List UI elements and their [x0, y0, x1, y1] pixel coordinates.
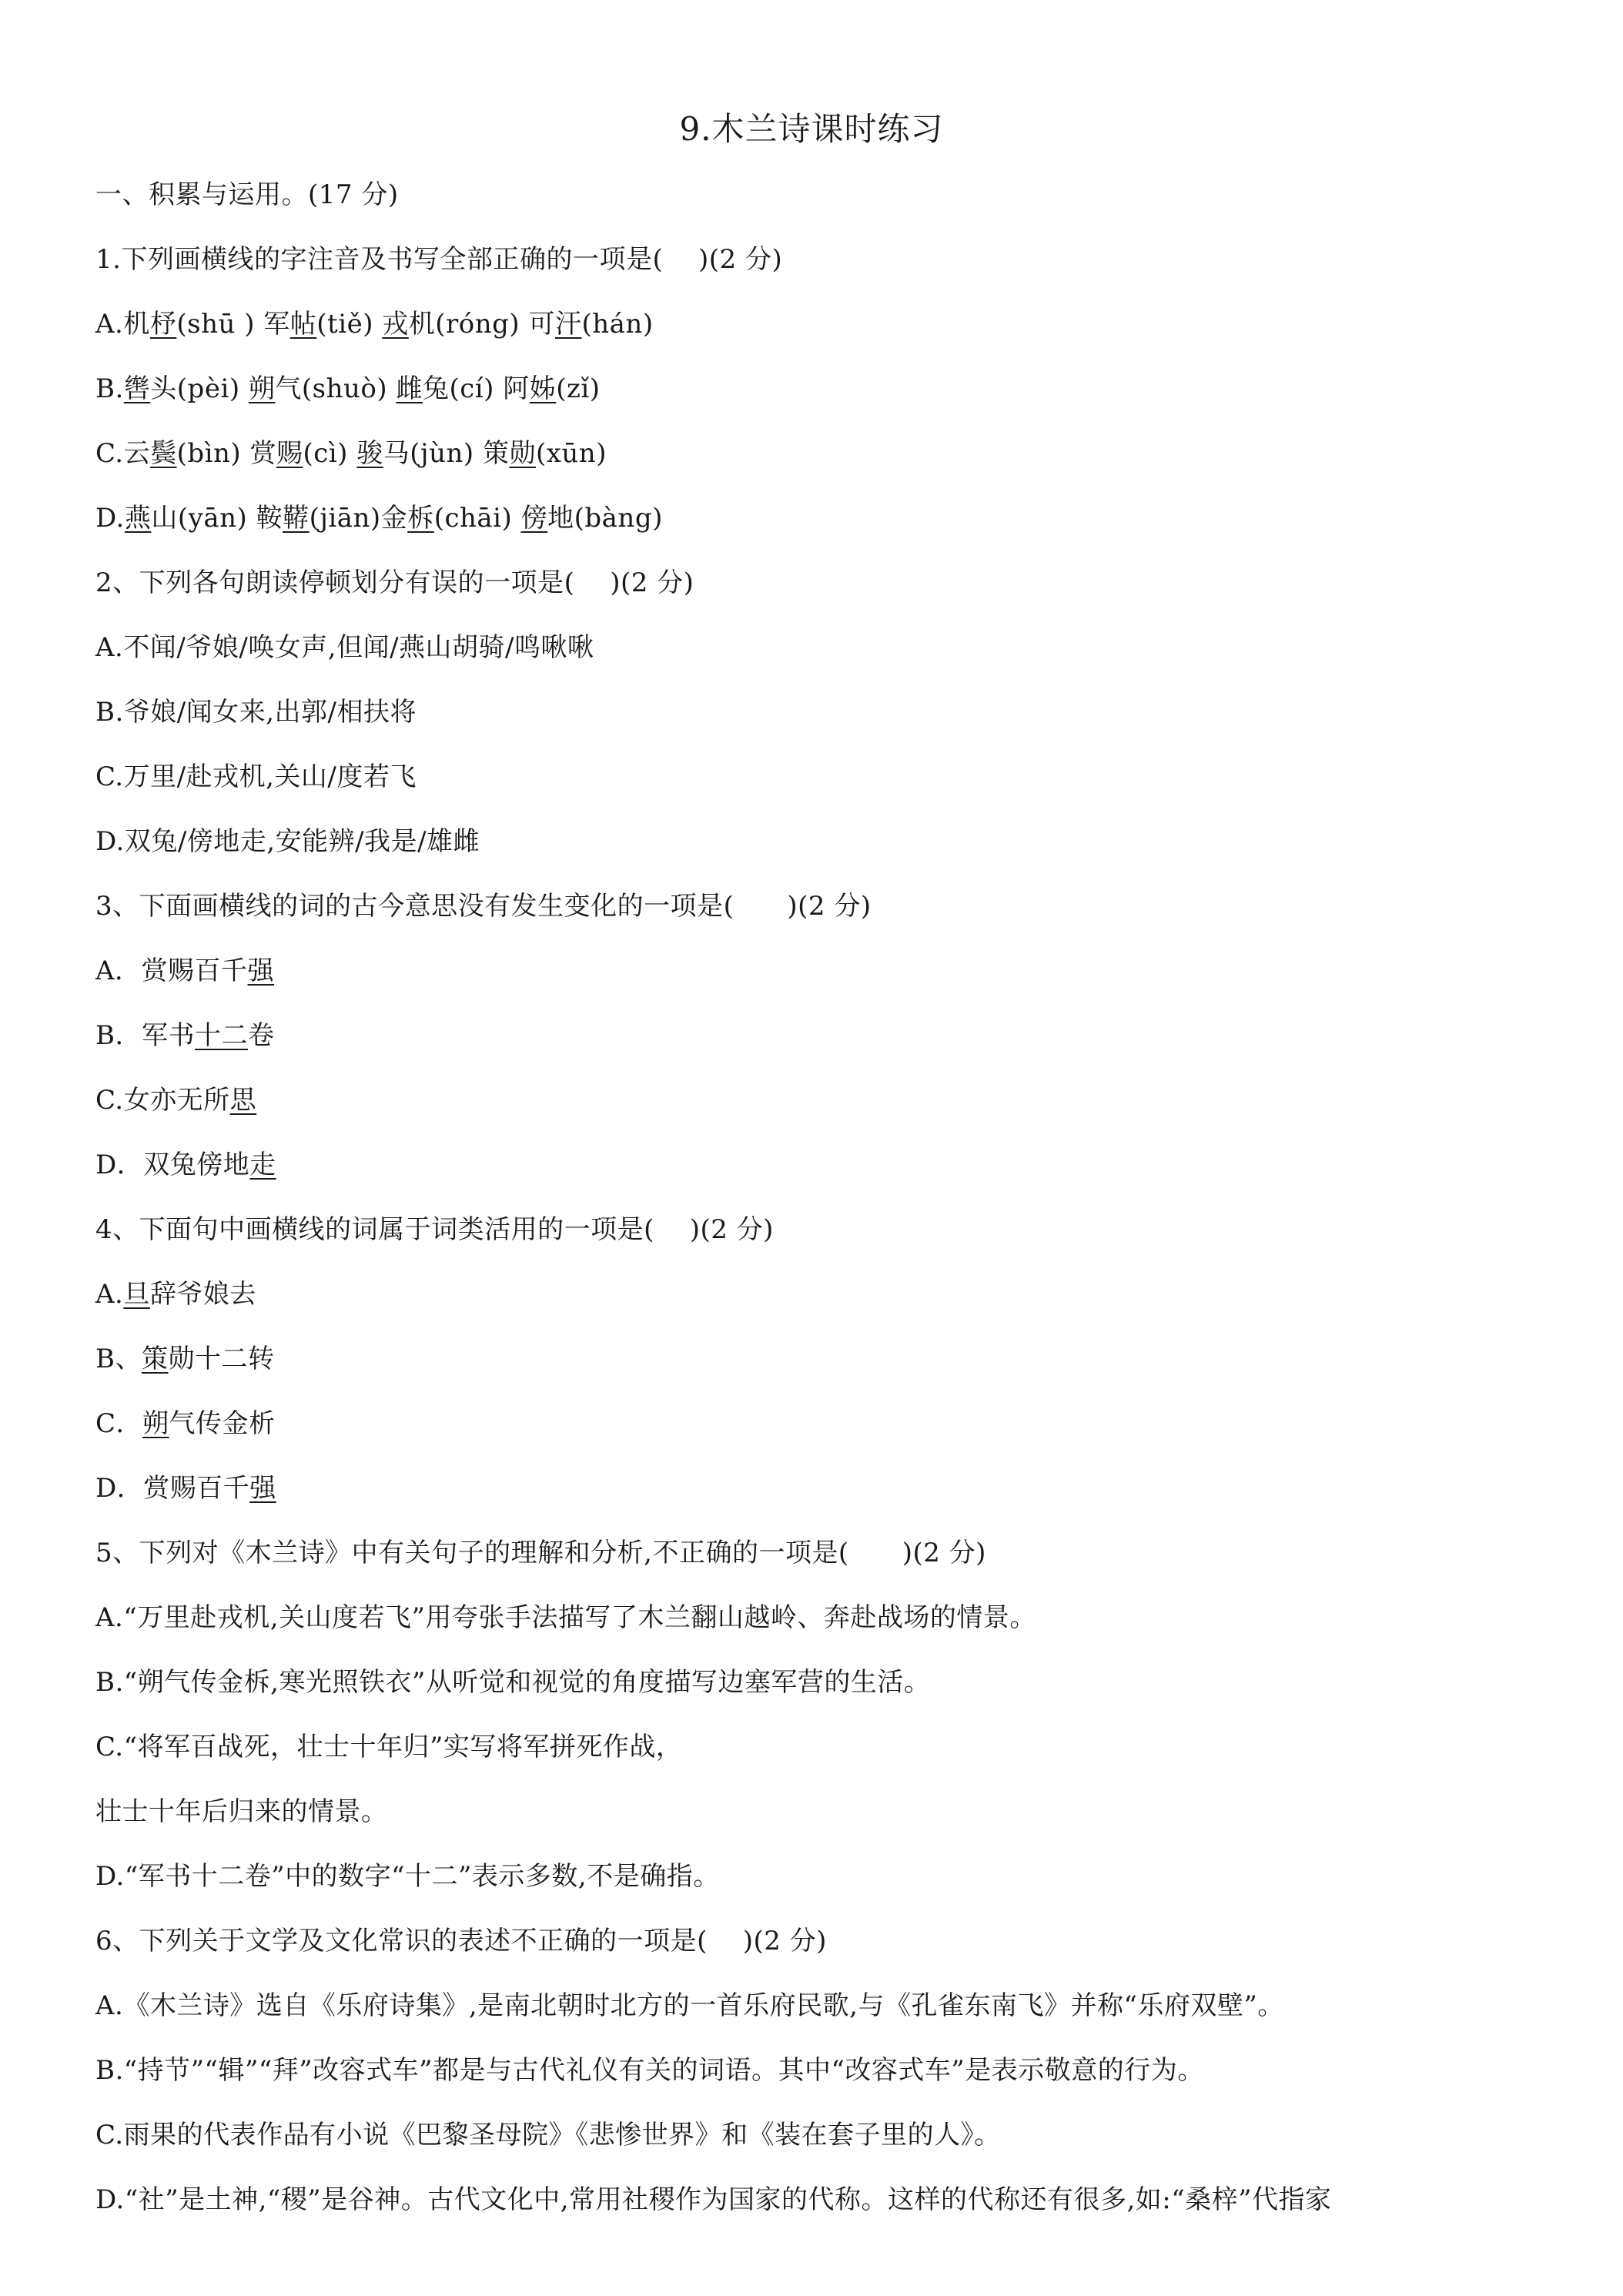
question-2-option-c: C.万里/赴戎机,关山/度若飞	[95, 761, 417, 792]
question-4-option-d: D．赏赐百千强	[95, 1473, 276, 1504]
question-6-stem: 6、下列关于文学及文化常识的表述不正确的一项是( )(2 分)	[95, 1926, 827, 1956]
question-2-option-b: B.爷娘/闻女来,出郭/相扶将	[95, 697, 417, 728]
question-1-stem: 1.下列画横线的字注音及书写全部正确的一项是( )(2 分)	[95, 244, 783, 275]
question-4-option-a: A.旦辞爷娘去	[95, 1279, 256, 1310]
question-3-option-b: B．军书十二卷	[95, 1020, 275, 1051]
question-5-option-c-continued: 壮士十年后归来的情景。	[95, 1796, 388, 1827]
question-5-option-c: C.“将军百战死，壮士十年归”实写将军拼死作战，	[95, 1732, 683, 1762]
question-4-option-c: C．朔气传金析	[95, 1408, 276, 1439]
question-6-option-d: D.“社”是土神,“稷”是谷神。古代文化中,常用社稷作为国家的代称。这样的代称还有很多,如:“桑梓”代指家	[95, 2184, 1332, 2215]
question-6-option-c: C.雨果的代表作品有小说《巴黎圣母院》《悲惨世界》和《装在套子里的人》。	[95, 2120, 1001, 2150]
question-3-stem: 3、下面画横线的词的古今意思没有发生变化的一项是( )(2 分)	[95, 891, 872, 922]
question-4-stem: 4、下面句中画横线的词属于词类活用的一项是( )(2 分)	[95, 1214, 774, 1245]
question-4-option-b: B、策勋十二转	[95, 1344, 275, 1374]
question-1-option-b: B.辔头(pèi) 朔气(shuò) 雌兔(cí) 阿姊(zǐ)	[95, 373, 601, 404]
question-3-option-a: A．赏赐百千强	[95, 956, 275, 986]
question-5-option-b: B.“朔气传金柝,寒光照铁衣”从听觉和视觉的角度描写边塞军营的生活。	[95, 1667, 931, 1698]
question-2-option-d: D.双兔/傍地走,安能辨/我是/雄雌	[95, 826, 480, 857]
page-title: 9.木兰诗课时练习	[679, 110, 944, 148]
section-heading: 一、积累与运用。(17 分)	[95, 179, 399, 210]
question-1-option-c: C.云鬓(bìn) 赏赐(cì) 骏马(jùn) 策勋(xūn)	[95, 438, 607, 469]
question-5-option-a: A.“万里赴戎机,关山度若飞”用夸张手法描写了木兰翻山越岭、奔赴战场的情景。	[95, 1602, 1036, 1633]
question-3-option-d: D．双兔傍地走	[95, 1150, 276, 1180]
question-6-option-b: B.“持节”“辑”“拜”改容式车”都是与古代礼仪有关的词语。其中“改容式车”是表示敬意的行为。	[95, 2055, 1204, 2086]
question-1-option-d: D.燕山(yān) 鞍鞯(jiān)金柝(chāi) 傍地(bàng)	[95, 503, 663, 534]
question-6-option-a: A.《木兰诗》选自《乐府诗集》,是南北朝时北方的一首乐府民歌,与《孔雀东南飞》并称“乐府双壁”。	[95, 1990, 1284, 2021]
question-3-option-c: C.女亦无所思	[95, 1085, 257, 1116]
question-5-option-d: D.“军书十二卷”中的数字“十二”表示多数,不是确指。	[95, 1861, 720, 1892]
question-2-stem: 2、下列各句朗读停顿划分有误的一项是( )(2 分)	[95, 567, 694, 598]
question-2-option-a: A.不闻/爷娘/唤女声,但闻/燕山胡骑/鸣啾啾	[95, 632, 594, 663]
question-5-stem: 5、下列对《木兰诗》中有关句子的理解和分析,不正确的一项是( )(2 分)	[95, 1538, 986, 1568]
question-1-option-a: A.机杼(shū ) 军帖(tiě) 戎机(róng) 可汗(hán)	[95, 309, 654, 340]
